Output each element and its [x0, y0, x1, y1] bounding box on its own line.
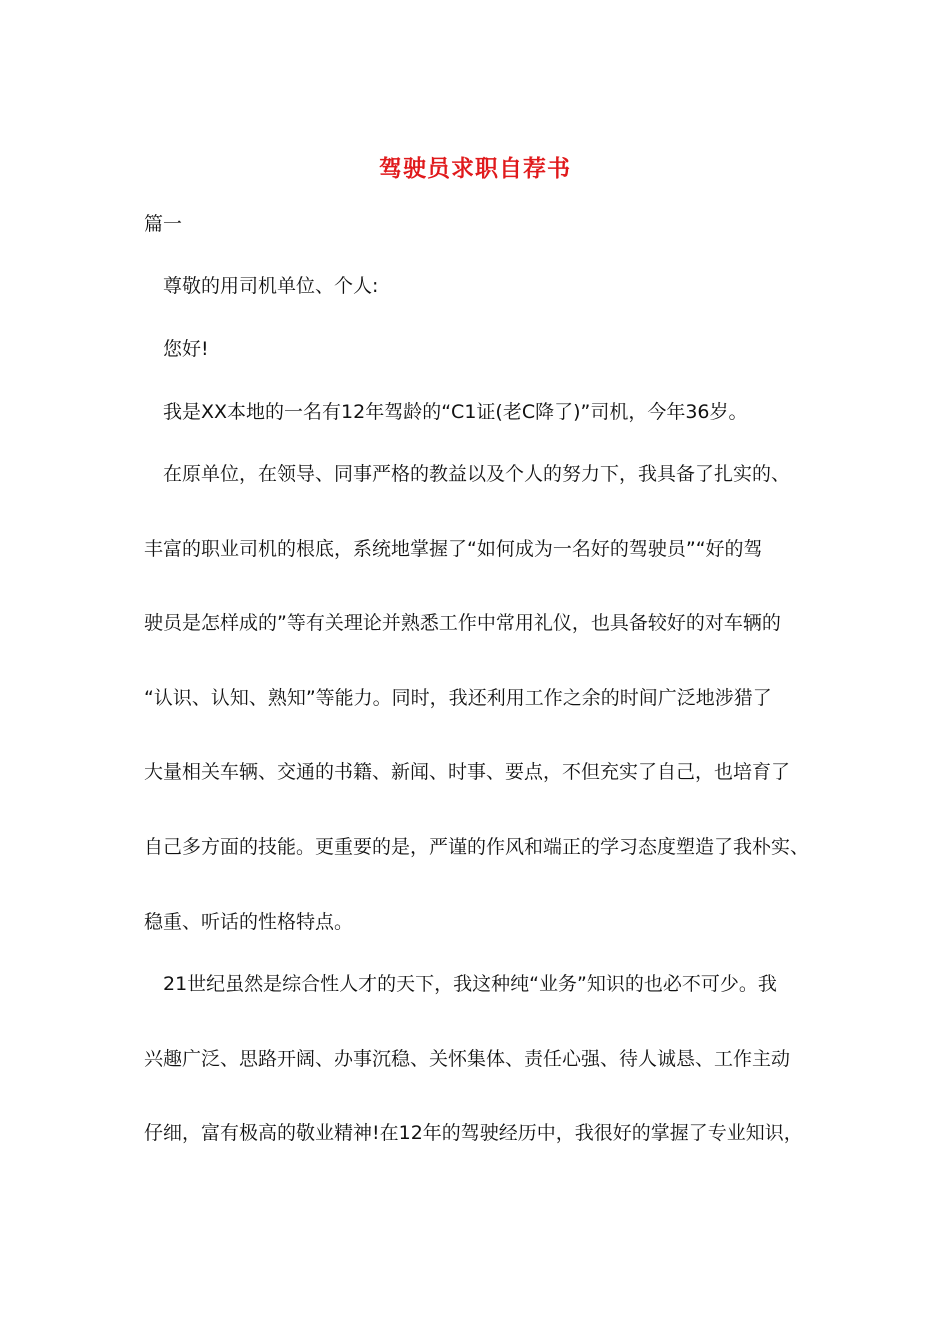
paragraph-line: 21世纪虽然是综合性人才的天下，我这种纯“业务”知识的也必不可少。我 [163, 973, 777, 995]
paragraph-line: 在原单位，在领导、同事严格的教益以及个人的努力下，我具备了扎实的、 [163, 463, 791, 485]
paragraph-line: 稳重、听话的性格特点。 [144, 911, 354, 933]
paragraph-line: “认识、认知、熟知”等能力。同时，我还利用工作之余的时间广泛地涉猎了 [144, 687, 772, 709]
paragraph-line: 兴趣广泛、思路开阔、办事沉稳、关怀集体、责任心强、待人诚恳、工作主动 [144, 1048, 791, 1070]
salutation-line: 尊敬的用司机单位、个人: [163, 275, 379, 297]
document-title: 驾驶员求职自荐书 [379, 155, 571, 182]
paragraph-line: 仔细，富有极高的敬业精神!在12年的驾驶经历中，我很好的掌握了专业知识， [144, 1122, 803, 1144]
paragraph-line: 自己多方面的技能。更重要的是，严谨的作风和端正的学习态度塑造了我朴实、 [144, 836, 810, 858]
paragraph-line: 丰富的职业司机的根底，系统地掌握了“如何成为一名好的驾驶员”“好的驾 [144, 538, 763, 560]
section-label: 篇一 [144, 213, 183, 235]
paragraph-line: 我是XX本地的一名有12年驾龄的“C1证(老C降了)”司机，今年36岁。 [163, 401, 748, 423]
paragraph-line: 驶员是怎样成的”等有关理论并熟悉工作中常用礼仪，也具备较好的对车辆的 [144, 612, 781, 634]
greeting-line: 您好! [163, 338, 209, 360]
paragraph-line: 大量相关车辆、交通的书籍、新闻、时事、要点，不但充实了自己，也培育了 [144, 761, 791, 783]
